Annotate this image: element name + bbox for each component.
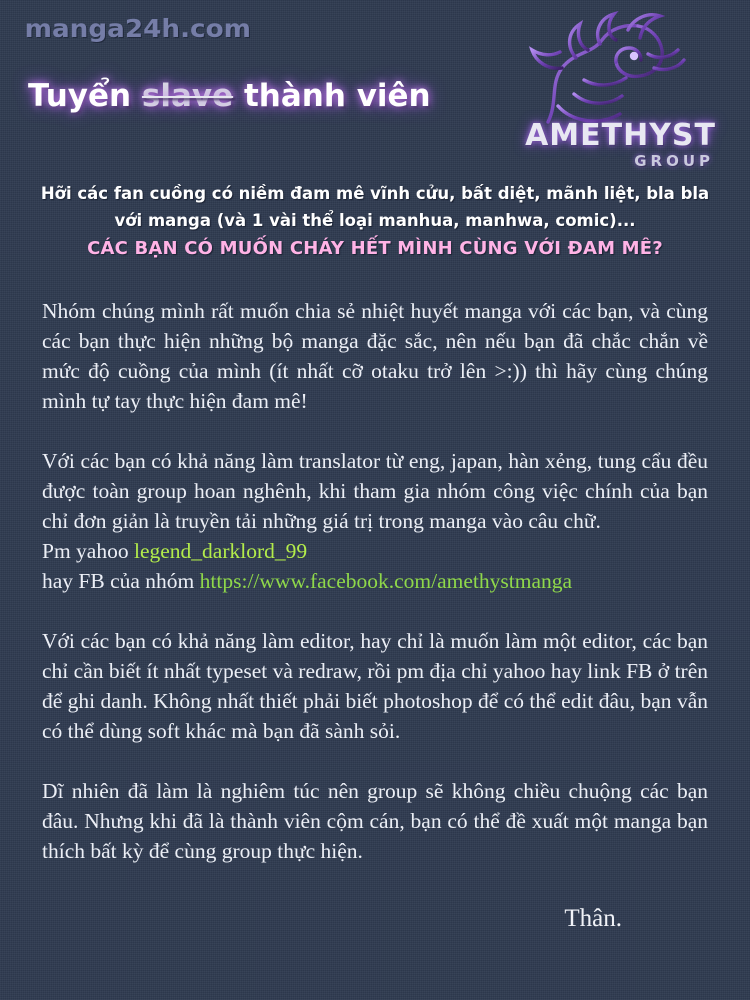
- paragraph-1: Nhóm chúng mình rất muốn chia sẻ nhiệt huyết manga với các bạn, và cùng các bạn thực hiện những bộ manga đặc sắc, nên nếu bạn đã chắc chắn về mức độ cuồng của mình (ít nhất cỡ otaku trở lên >:)) thì hãy cùng chúng mình tự tay thực hiện đam mê!: [42, 299, 708, 413]
- dragon-icon: [488, 10, 698, 130]
- paragraph-3: Với các bạn có khả năng làm editor, hay chỉ là muốn làm một editor, các bạn chỉ cần biết ít nhất typeset và redraw, rồi pm địa chỉ yahoo hay link FB ở trên để ghi danh. Không nhất thiết phải biết photoshop để có thể edit đâu, bạn vẫn có thể dùng soft khác mà bạn đã sành sỏi.: [42, 629, 708, 743]
- contact-fb-line: [42, 566, 708, 596]
- body-text: [42, 296, 708, 866]
- logo-subtitle: GROUP: [634, 152, 714, 170]
- contact-fb-label: hay FB của nhóm: [42, 569, 195, 593]
- facebook-link[interactable]: https://www.facebook.com/amethystmanga: [199, 569, 573, 593]
- intro-block: [0, 180, 750, 264]
- logo-title: AMETHYST: [525, 118, 716, 153]
- headline-struck-word: slave: [141, 78, 234, 114]
- group-logo: [459, 10, 734, 170]
- paragraph-4: Dĩ nhiên đã làm là nghiêm túc nên group sẽ không chiều chuộng các bạn đâu. Nhưng khi đã là thành viên cộm cán, bạn có thể đề xuất một manga bạn thích bất kỳ để cùng group thực hiện.: [42, 779, 708, 863]
- headline-part1: Tuyển: [28, 78, 132, 114]
- contact-yahoo-line: [42, 536, 708, 566]
- paragraph-2: Với các bạn có khả năng làm translator từ eng, japan, hàn xẻng, tung cẩu đều được toàn group hoan nghênh, khi tham gia nhóm công việc chính của bạn chỉ đơn giản là truyền tải những giá trị trong manga vào câu chữ.: [42, 449, 708, 533]
- paragraph-2-group: [42, 446, 708, 596]
- intro-line-3: CÁC BẠN CÓ MUỐN CHÁY HẾT MÌNH CÙNG VỚI ĐAM MÊ?: [87, 238, 663, 259]
- yahoo-id-link[interactable]: legend_darklord_99: [133, 539, 308, 563]
- intro-line-1: Hỡi các fan cuồng có niềm đam mê vĩnh cửu, bất diệt, mãnh liệt, bla bla: [40, 184, 710, 203]
- intro-line-2: với manga (và 1 vài thể loại manhua, manhwa, comic)...: [114, 211, 636, 230]
- page-title: [28, 78, 431, 114]
- signature: Thân.: [564, 905, 622, 932]
- headline-part2: thành viên: [243, 78, 431, 114]
- site-watermark: manga24h.com: [24, 14, 252, 43]
- contact-yahoo-label: Pm yahoo: [42, 539, 129, 563]
